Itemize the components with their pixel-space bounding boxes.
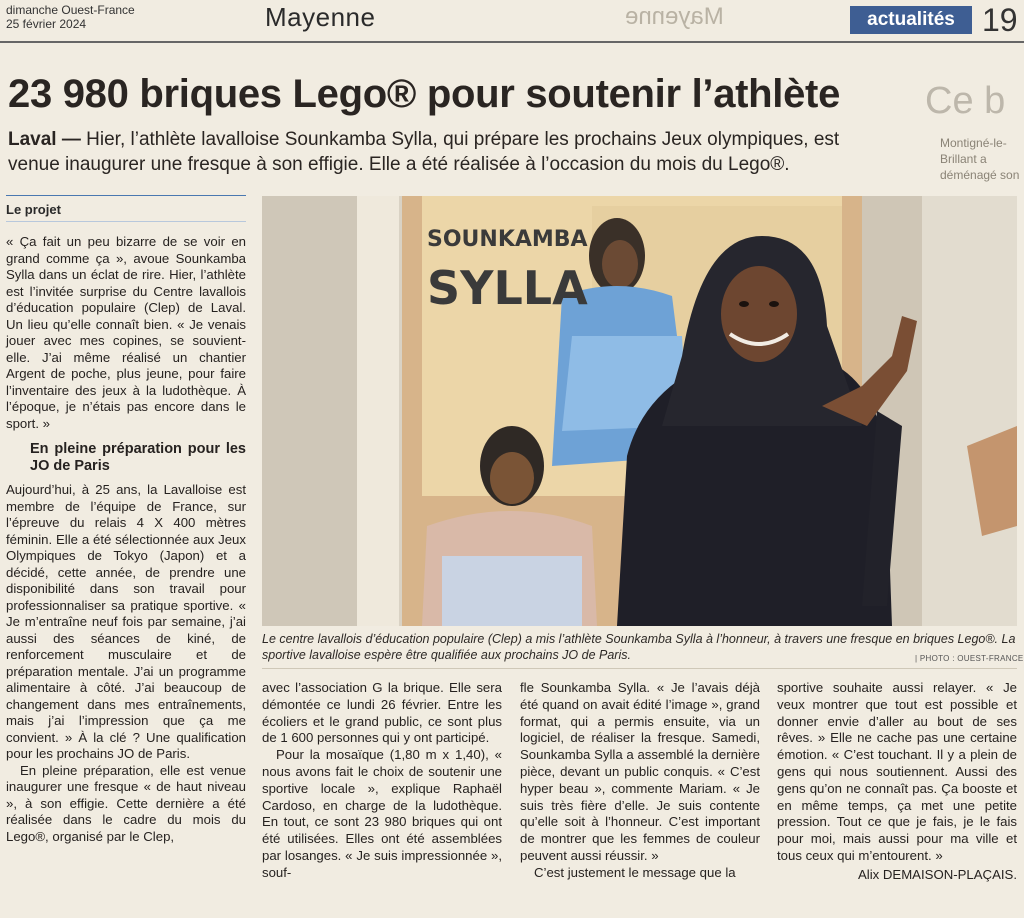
- kicker-rule-bottom: [6, 221, 246, 222]
- article-photo: [262, 196, 1017, 626]
- edition-info: [6, 3, 135, 31]
- paragraph: « Ça fait un peu bizarre de se voir en grand comme ça », avoue Sounkamba Sylla dans un éclat de rire. Hier, l’athlète est l’invitée surprise du Centre lavallois d’éducation populaire (Clep) de Laval. Un lieu qu’elle connaît bien. « Je venais jouer avec mes copines, se souvient-elle. J’ai même réalisé un chantier Argent de poche, plus jeune, pour faire l’inventaire des jeux à la ludothèque. À l’époque, je n’étais pas encore dans le sport. »: [6, 234, 246, 431]
- paragraph: fle Sounkamba Sylla. « Je l’avais déjà été quand on avait édité l’image », grand format, qui a permis ensuite, via un logiciel, de réaliser la fresque. Samedi, Sounkamba Sylla a assemblé la dernière pièce, devant un public conquis. « C’est hyper beau », commente Mariam. « Je suis très fière d’elle. Je suis contente qu’elle soit à l’honneur. C’est important de montrer que les femmes de couleur peuvent aussi réussir. »: [520, 680, 760, 863]
- edition-date: 25 février 2024: [6, 17, 87, 31]
- photo-wall-text: SOUNKAMBA: [427, 227, 588, 252]
- bleed-through-side-text: Montigné-le-Brillant a déménagé son: [940, 136, 1020, 182]
- paragraph: sportive souhaite aussi relayer. « Je veux montrer que tout est possible et donner envie d’aller au bout de ses rêves. » Elle ne cache pas une certaine émotion. « C’est touchant. Il y a plein de gens qui nous soutiennent. Aussi des gens qu’on ne connaît pas. Ça booste et en même temps, ça met une petite pression. Tout ce que je fais, je le fais pour moi, mais aussi pour ma ville et tous ceux qui m’entourent. »: [777, 680, 1017, 863]
- column-1: [6, 195, 246, 845]
- caption-rule: [262, 668, 1017, 669]
- standfirst: [8, 127, 888, 177]
- standfirst-place: Laval —: [8, 129, 81, 150]
- paragraph: En pleine préparation, elle est venue inaugurer une fresque « de haut niveau », à son effigie. Cette dernière a été réalisée dans le cadre du mois du Lego®, organisé par le Clep,: [6, 762, 246, 844]
- category-tag: actualités: [850, 6, 972, 34]
- column-2: [262, 680, 502, 882]
- paragraph: C’est justement le message que la: [534, 864, 736, 880]
- edition-name: dimanche Ouest-France: [6, 3, 135, 17]
- paragraph: Pour la mosaïque (1,80 m x 1,40), « nous avons fait le choix de soutenir une sportive locale », explique Raphaël Cardoso, en charge de la ludothèque. En tout, ce sont 23 980 briques qui ont été utilisées. Elles ont été assemblées par losanges. « Je suis impressionnée », souf-: [262, 747, 502, 880]
- photo-caption: Le centre lavallois d’éducation populaire (Clep) a mis l’athlète Sounkamba Sylla à l’honneur, à travers une fresque en briques Lego®. La sportive lavalloise espère être qualifiée aux prochains JO de Paris.: [262, 632, 1016, 662]
- photo-illustration: [262, 196, 1017, 626]
- section-title: Mayenne: [265, 2, 376, 32]
- headline: 23 980 briques Lego® pour soutenir l’athlète: [8, 72, 841, 116]
- column-4: [777, 680, 1017, 884]
- photo-credit: | PHOTO : OUEST-FRANCE: [915, 654, 1024, 663]
- author-signature: Alix DEMAISON-PLAÇAIS.: [857, 866, 1017, 882]
- column-1-body: [6, 234, 246, 845]
- column-3: [520, 680, 760, 882]
- bleed-through-text: Mayenne: [625, 3, 724, 30]
- subheading: En pleine préparation pour les JO de Paris: [30, 441, 246, 474]
- kicker-rule: [6, 195, 246, 196]
- standfirst-text: Hier, l’athlète lavalloise Sounkamba Sylla, qui prépare les prochains Jeux olympiques, est venue inaugurer une fresque à son effigie. Elle a été réalisée à l’occasion du mois du Lego®.: [8, 129, 840, 175]
- paragraph: avec l’association G la brique. Elle sera démontée ce lundi 26 février. Entre les écoliers et le grand public, ce sont plus de 1 600 personnes qui y ont participé.: [262, 680, 502, 746]
- header-rule: [0, 41, 1024, 43]
- photo-wall-text: SYLLA: [427, 261, 588, 315]
- kicker: Le projet: [6, 202, 61, 217]
- bleed-through-headline: Ce b: [925, 80, 1006, 122]
- paragraph: Aujourd’hui, à 25 ans, la Lavalloise est membre de l’équipe de France, sur l’épreuve du relais 4 X 400 mètres féminin. Elle a été sélectionnée aux Jeux Olympiques de Tokyo (Japon) et a décidé, cette année, de prendre une disponibilité dans son travail pour professionnaliser sa pratique sportive. « Je m’entraîne neuf fois par semaine, j’ai aussi des séances de kiné, de renforcement musculaire et de préparation mentale. J’ai un programme alimentaire à côté. J’ai beaucoup de changement dans mes entraînements, mais j’ai l’impression que ça me convient. » À la clé ? Une qualification pour les prochains JO de Paris.: [6, 482, 246, 761]
- page-number: 19: [982, 2, 1018, 38]
